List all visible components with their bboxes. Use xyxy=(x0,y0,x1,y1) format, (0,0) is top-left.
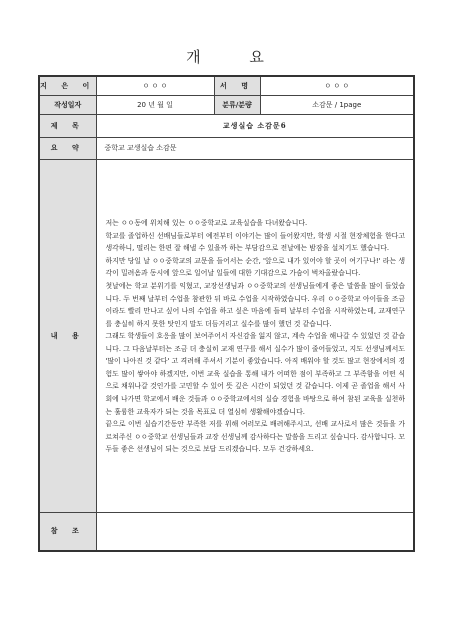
summary-label: 요 약 xyxy=(39,137,96,159)
summary-row xyxy=(39,137,414,159)
author-value: ㅇ ㅇ ㅇ xyxy=(96,76,214,95)
content-cell xyxy=(96,159,414,512)
subject-row xyxy=(39,114,414,137)
date-row xyxy=(39,95,414,114)
content-label: 내 용 xyxy=(39,159,96,512)
content-body xyxy=(106,217,406,455)
page-title: 개 요 xyxy=(186,48,286,66)
content-paragraph: 저는 ㅇㅇ동에 위치해 있는 ㅇㅇ중학교로 교육실습을 다녀왔습니다. xyxy=(105,219,308,228)
category-label: 분류/분량 xyxy=(214,95,260,114)
date-value: 20 년 월 일 xyxy=(96,95,214,114)
content-row xyxy=(39,159,414,512)
signature-value: ㅇ ㅇ ㅇ xyxy=(260,76,414,95)
subject-label: 제 목 xyxy=(39,114,96,137)
subject-value: 교생실습 소감문6 xyxy=(96,114,414,137)
reference-label: 참 조 xyxy=(39,512,96,551)
content-paragraph: 끝으로 이번 실습기간동안 부족한 저를 위해 여러모로 배려해주시고, 선배 교사로서 많은 것들을 가르쳐주신 ㅇㅇ중학교 선생님들과 교장 선생님께 감사하다는 말씀을 드리고 싶습니다. 감사합니다. 모두들 좋은 선생님이 되는 것으로 보답 드리겠습니다. 모두 건강하세요. xyxy=(105,420,405,454)
content-paragraph: 그래도 학생들이 호응을 많이 보여주어서 자신감을 잃지 않고, 계속 수업을 해나갈 수 있었던 것 같습니다. 그 다음날부터는 조금 더 충실히 교재 연구를 해서 실수가 많이 줄어들었고, 지도 선생님께서도 '많이 나아진 것 같다' 고 격려해 주셔서 기분이 좋았습니다. 아직 배워야 할 것도 많고 현장에서의 경험도 많이 쌓아야 하겠지만, 이번 교육 실습을 통해 내가 어떠한 점이 부족하고 그 부족함을 어떤 식으로 채워나갈 것인가를 고민할 수 있어 뜻 깊은 시간이 되었던 것 같습니다. 이제 곧 졸업을 해서 사회에 나가면 학교에서 배운 것들과 ㅇㅇ중학교에서의 실습 경험을 바탕으로 하여 참된 교육을 실천하는 훌륭한 교육자가 되는 것을 목표로 더 열심히 생활해야겠습니다. xyxy=(105,332,405,416)
document-summary-table xyxy=(38,75,415,552)
summary-value: 중학교 교생실습 소감문 xyxy=(96,137,414,159)
date-label: 작성일자 xyxy=(39,95,96,114)
content-paragraph: 하지만 당일 날 ㅇㅇ중학교의 교문을 들어서는 순간, '앞으로 내가 있어야 할 곳이 여기구나!' 라는 생각이 밀려옴과 동시에 앞으로 일어날 일들에 대한 기대감으로 가슴이 벅차올랐습니다. xyxy=(105,256,405,278)
reference-value xyxy=(96,512,414,551)
author-label: 지 은 이 xyxy=(39,76,96,95)
author-row xyxy=(39,76,414,95)
signature-label: 서 명 xyxy=(214,76,260,95)
content-paragraph: 학교를 졸업하신 선배님들로부터 예전부터 이야기는 많이 들어왔지만, 학생 시절 현장체험을 한다고 생각하니, 떨리는 한편 잘 해낼 수 있을까 하는 부담감으로 전날에는 밤잠을 설치기도 했습니다. xyxy=(105,231,405,253)
category-value: 소감문 / 1page xyxy=(260,95,414,114)
reference-row xyxy=(39,512,414,551)
content-paragraph: 첫날에는 학교 분위기를 익혔고, 교장선생님과 ㅇㅇ중학교의 선생님들에게 좋은 말씀을 많이 들었습니다. 두 번째 날부터 수업을 참관한 뒤 바로 수업을 시작하였습니다. 우리 ㅇㅇ중학교 아이들을 조금이라도 빨리 만나고 싶어 나의 수업을 하고 싶은 마음에 들떠 날부터 수업을 시작하였는데, 교재연구를 충실히 하지 못한 탓인지 말도 더듬거리고 실수를 많이 했던 것 같습니다. xyxy=(105,282,405,328)
